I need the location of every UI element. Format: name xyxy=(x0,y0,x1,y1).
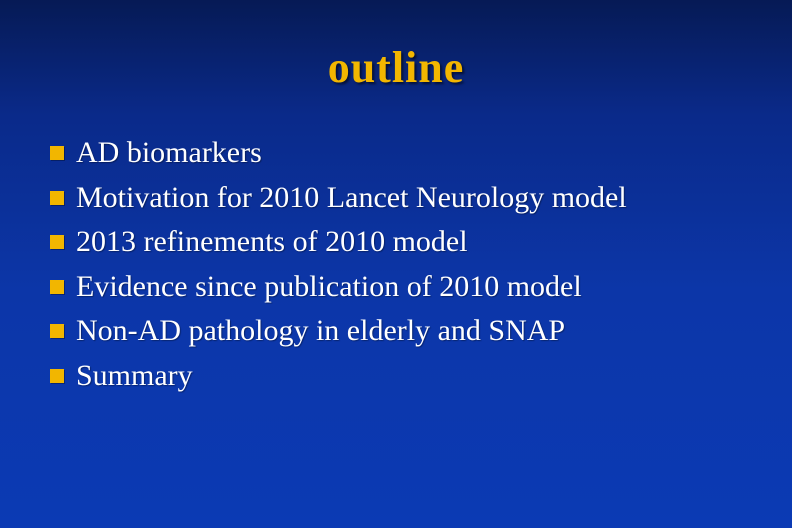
square-bullet-icon xyxy=(50,191,64,205)
bullet-item xyxy=(50,131,627,176)
bullet-item xyxy=(50,309,627,354)
square-bullet-icon xyxy=(50,369,64,383)
bullet-text: AD biomarkers xyxy=(76,136,262,170)
bullet-item xyxy=(50,220,627,265)
square-bullet-icon xyxy=(50,235,64,249)
square-bullet-icon xyxy=(50,324,64,338)
bullet-text: Motivation for 2010 Lancet Neurology model xyxy=(76,180,627,214)
square-bullet-icon xyxy=(50,280,64,294)
bullet-text: Summary xyxy=(76,358,193,392)
bullet-text: 2013 refinements of 2010 model xyxy=(76,225,468,259)
slide-title: outline xyxy=(327,43,465,92)
bullet-text: Non-AD pathology in elderly and SNAP xyxy=(76,314,566,348)
bullet-item xyxy=(50,354,627,399)
bullet-text: Evidence since publication of 2010 model xyxy=(76,269,582,303)
bullet-item xyxy=(50,176,627,221)
bullet-list xyxy=(50,131,627,398)
square-bullet-icon xyxy=(50,146,64,160)
bullet-item xyxy=(50,265,627,310)
